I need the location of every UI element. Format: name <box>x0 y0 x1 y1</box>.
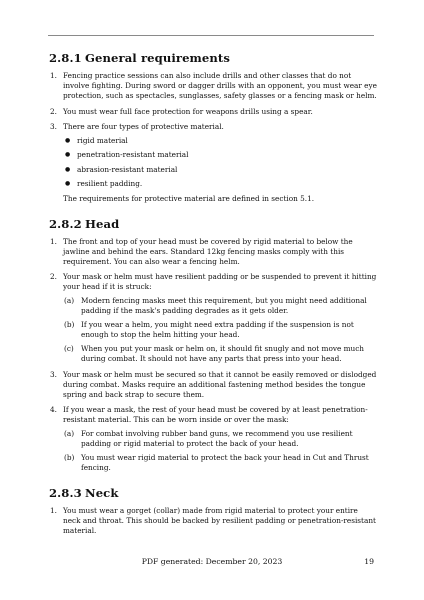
section-heading <box>49 486 377 500</box>
section-neck <box>49 486 377 536</box>
list-item <box>49 237 377 267</box>
section-heading <box>49 217 377 231</box>
item-marker: 2. <box>50 272 57 281</box>
requirements-list <box>49 506 377 536</box>
item-text: The front and top of your head must be covered by rigid material to below the jawline and behind the ears. Standard 12kg fencing masks comply with this requirement. You can also wear a fencing helm. <box>63 236 353 266</box>
item-text: Fencing practice sessions can also include drills and other classes that do not involve fighting. During sword or dagger drills with an opponent, you must wear eye protection, such as spectacles, sunglasses, safety glasses or a fencing mask or helm. <box>63 71 377 100</box>
page-content <box>49 38 377 542</box>
bullet-text: resilient padding. <box>77 179 143 188</box>
bullet-text: rigid material <box>77 135 128 145</box>
sub-item-text: When you put your mask or helm on, it should fit snugly and not move much during combat. It should not have any parts that press into your head. <box>81 344 365 363</box>
generated-date: PDF generated: December 20, 2023 <box>141 557 283 566</box>
section-number: 2.8.3 <box>49 486 82 500</box>
list-item <box>49 122 377 204</box>
requirements-list <box>49 237 377 474</box>
sub-item <box>63 344 377 364</box>
list-item <box>49 370 377 400</box>
sub-item <box>63 453 377 473</box>
list-item <box>49 107 377 117</box>
bullet-text: abrasion-resistant material <box>77 164 178 174</box>
material-type-list <box>63 136 377 190</box>
section-title: Neck <box>85 486 119 500</box>
sub-item-text: For combat involving rubber band guns, we recommend you use resilient padding or rigid material to protect the back of your head. <box>81 429 353 448</box>
bullet-item <box>65 165 377 175</box>
section-head <box>49 217 377 474</box>
item-marker: 1. <box>50 506 57 515</box>
item-text: Your mask or helm must have resilient padding or be suspended to prevent it hitting your head if it is struck: <box>63 272 377 291</box>
sub-item-text: If you wear a helm, you might need extra padding if the suspension is not enough to stop the helm hitting your head. <box>81 320 354 339</box>
bullet-icon: ● <box>65 136 71 144</box>
list-item <box>49 272 377 364</box>
item-text: Your mask or helm must be secured so that it cannot be easily removed or dislodged during combat. Masks require an additional fastening method besides the tongue spring and back strap to secure them. <box>63 369 377 399</box>
sub-item <box>63 296 377 316</box>
item-note: The requirements for protective material are defined in section 5.1. <box>63 193 315 203</box>
item-marker: 1. <box>50 71 57 80</box>
section-title: General requirements <box>85 51 231 65</box>
bullet-icon: ● <box>65 180 71 187</box>
item-text: If you wear a mask, the rest of your head must be covered by at least penetration-resistant material. This can be worn inside or over the mask: <box>63 405 368 424</box>
bullet-item <box>65 136 377 146</box>
sub-item-marker: (b) <box>64 453 75 462</box>
item-marker: 4. <box>50 405 57 414</box>
item-marker: 3. <box>50 122 57 131</box>
list-item <box>49 506 377 536</box>
bullet-text: penetration-resistant material <box>77 150 189 159</box>
bullet-item <box>65 150 377 160</box>
section-general-requirements <box>49 51 377 204</box>
page-number: 19 <box>364 557 374 566</box>
sub-item-marker: (c) <box>64 344 74 353</box>
sub-item-text: You must wear rigid material to protect the back your head in Cut and Thrust fencing. <box>81 453 369 472</box>
requirements-list <box>49 71 377 204</box>
sub-item <box>63 429 377 449</box>
sub-item-marker: (a) <box>64 429 75 438</box>
item-marker: 3. <box>50 369 57 379</box>
item-text: There are four types of protective material. <box>63 122 224 131</box>
list-item <box>49 71 377 101</box>
section-heading <box>49 51 377 65</box>
item-marker: 2. <box>50 106 57 116</box>
bullet-item <box>65 179 377 189</box>
bullet-icon: ● <box>65 151 71 158</box>
list-item <box>49 405 377 473</box>
sub-item-marker: (a) <box>64 296 75 305</box>
bullet-icon: ● <box>65 165 71 173</box>
page-footer <box>0 556 424 568</box>
sub-item <box>63 320 377 340</box>
item-text: You must wear a gorget (collar) made from rigid material to protect your entire neck and throat. This should be backed by resilient padding or penetration-resistant material. <box>63 506 376 535</box>
section-number: 2.8.2 <box>49 216 82 231</box>
item-marker: 1. <box>50 236 57 246</box>
sub-item-text: Modern fencing masks meet this requirement, but you might need additional padding if the mask's padding degrades as it gets older. <box>81 296 367 315</box>
section-title: Head <box>85 216 120 231</box>
sub-item-marker: (b) <box>64 320 75 329</box>
header-rule <box>48 35 374 36</box>
item-text: You must wear full face protection for weapons drills using a spear. <box>63 106 313 116</box>
section-number: 2.8.1 <box>49 51 82 65</box>
